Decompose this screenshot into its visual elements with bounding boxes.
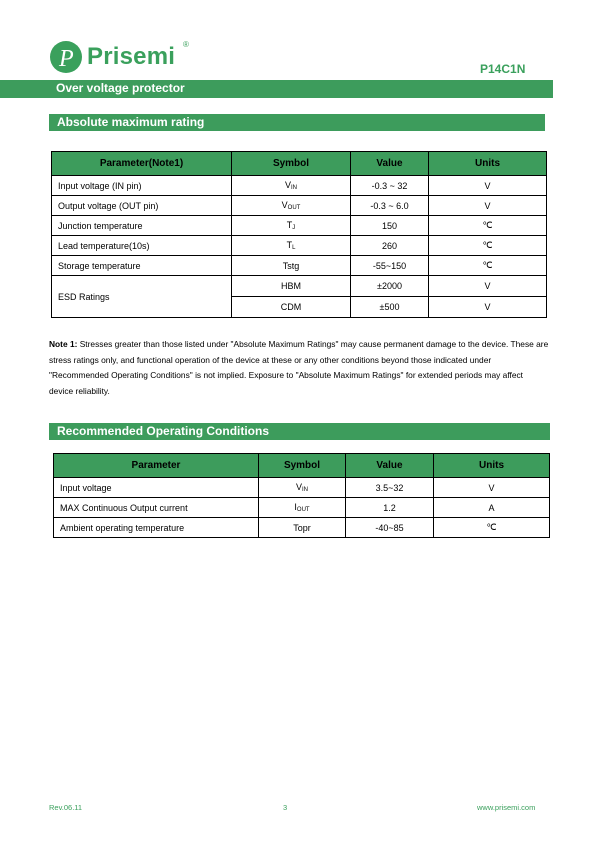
- cell-param: Lead temperature(10s): [52, 236, 232, 256]
- symbol-main: V: [295, 482, 302, 492]
- part-number: P14C1N: [480, 62, 526, 76]
- company-logo: [49, 40, 175, 74]
- col-header: Units: [434, 454, 550, 478]
- cell-symbol: [232, 236, 351, 256]
- table-row: [52, 176, 547, 196]
- cell-unit: V: [429, 276, 547, 297]
- rec-op-table: [53, 453, 550, 538]
- symbol-subscript: OUT: [296, 507, 310, 513]
- note-paragraph: [49, 337, 549, 399]
- symbol-subscript: L: [292, 245, 296, 251]
- cell-symbol: [259, 498, 346, 518]
- cell-symbol: [232, 196, 351, 216]
- cell-value: -40~85: [346, 518, 434, 538]
- note-text: Stresses greater than those listed under "Absolute Maximum Ratings" may cause permanent damage to the device. These are stress ratings only, and functional operation of the device at these or any other conditions beyond those indicated under "Recommended Operating Conditions" is not implied. Exposure to "Absolute Maximum Ratings" for extended periods may affect device reliability.: [49, 339, 549, 396]
- table-header-row: [52, 152, 547, 176]
- cell-symbol: [232, 256, 351, 276]
- table-row: [52, 256, 547, 276]
- col-header: Value: [351, 152, 429, 176]
- cell-symbol: [259, 478, 346, 498]
- cell-value: ±500: [351, 297, 429, 318]
- cell-unit: A: [434, 498, 550, 518]
- cell-symbol: [259, 518, 346, 538]
- footer-revision: Rev.06.11: [49, 803, 83, 812]
- cell-param: Junction temperature: [52, 216, 232, 236]
- col-header: Value: [346, 454, 434, 478]
- cell-symbol: HBM: [232, 276, 351, 297]
- cell-param: MAX Continuous Output current: [54, 498, 259, 518]
- section-title-rec-op: Recommended Operating Conditions: [49, 423, 550, 440]
- table-row: [54, 498, 550, 518]
- symbol-main: I: [294, 502, 297, 512]
- abs-max-table: [51, 151, 547, 318]
- symbol-subscript: J: [292, 225, 296, 231]
- table-row: [54, 478, 550, 498]
- cell-param: ESD Ratings: [52, 276, 232, 318]
- cell-value: ±2000: [351, 276, 429, 297]
- col-header: Parameter(Note1): [52, 152, 232, 176]
- section-title-abs-max: Absolute maximum rating: [49, 114, 545, 131]
- symbol-subscript: OUT: [287, 205, 301, 211]
- table-row: [52, 276, 547, 297]
- cell-value: 1.2: [346, 498, 434, 518]
- table-row: [54, 518, 550, 538]
- symbol-subscript: IN: [302, 487, 308, 493]
- symbol-main: T: [286, 240, 293, 250]
- table-header-row: [54, 454, 550, 478]
- symbol-subscript: IN: [291, 185, 297, 191]
- note-label: Note 1:: [49, 339, 78, 349]
- cell-value: 260: [351, 236, 429, 256]
- cell-value: 150: [351, 216, 429, 236]
- logo-text: Prisemi: [87, 43, 176, 70]
- document-subtitle: Over voltage protector: [56, 81, 185, 95]
- cell-param: Input voltage: [54, 478, 259, 498]
- cell-value: -0.3 ~ 6.0: [351, 196, 429, 216]
- col-header: Parameter: [54, 454, 259, 478]
- table-row: [52, 236, 547, 256]
- cell-unit: V: [429, 176, 547, 196]
- symbol-main: T: [286, 220, 293, 230]
- cell-value: 3.5~32: [346, 478, 434, 498]
- symbol-main: V: [284, 180, 291, 190]
- cell-param: Ambient operating temperature: [54, 518, 259, 538]
- prisemi-logo-icon: [49, 40, 83, 74]
- symbol-main: Tstg: [282, 260, 300, 271]
- col-header: Symbol: [259, 454, 346, 478]
- cell-unit: V: [434, 478, 550, 498]
- svg-text:P: P: [59, 46, 74, 72]
- footer-url[interactable]: www.prisemi.com: [477, 803, 536, 812]
- symbol-main: Topr: [293, 522, 311, 533]
- symbol-main: V: [281, 200, 288, 210]
- cell-unit: ℃: [429, 236, 547, 256]
- cell-unit: ℃: [434, 518, 550, 538]
- cell-symbol: [232, 216, 351, 236]
- cell-param: Input voltage (IN pin): [52, 176, 232, 196]
- registered-mark: ®: [183, 40, 189, 49]
- cell-symbol: CDM: [232, 297, 351, 318]
- cell-param: Output voltage (OUT pin): [52, 196, 232, 216]
- footer-page-number: 3: [283, 803, 288, 812]
- cell-unit: V: [429, 297, 547, 318]
- table-row: [52, 216, 547, 236]
- cell-value: -0.3 ~ 32: [351, 176, 429, 196]
- cell-unit: V: [429, 196, 547, 216]
- col-header: Units: [429, 152, 547, 176]
- table-row: [52, 196, 547, 216]
- cell-param: Storage temperature: [52, 256, 232, 276]
- cell-symbol: [232, 176, 351, 196]
- cell-value: -55~150: [351, 256, 429, 276]
- col-header: Symbol: [232, 152, 351, 176]
- cell-unit: ℃: [429, 256, 547, 276]
- cell-unit: ℃: [429, 216, 547, 236]
